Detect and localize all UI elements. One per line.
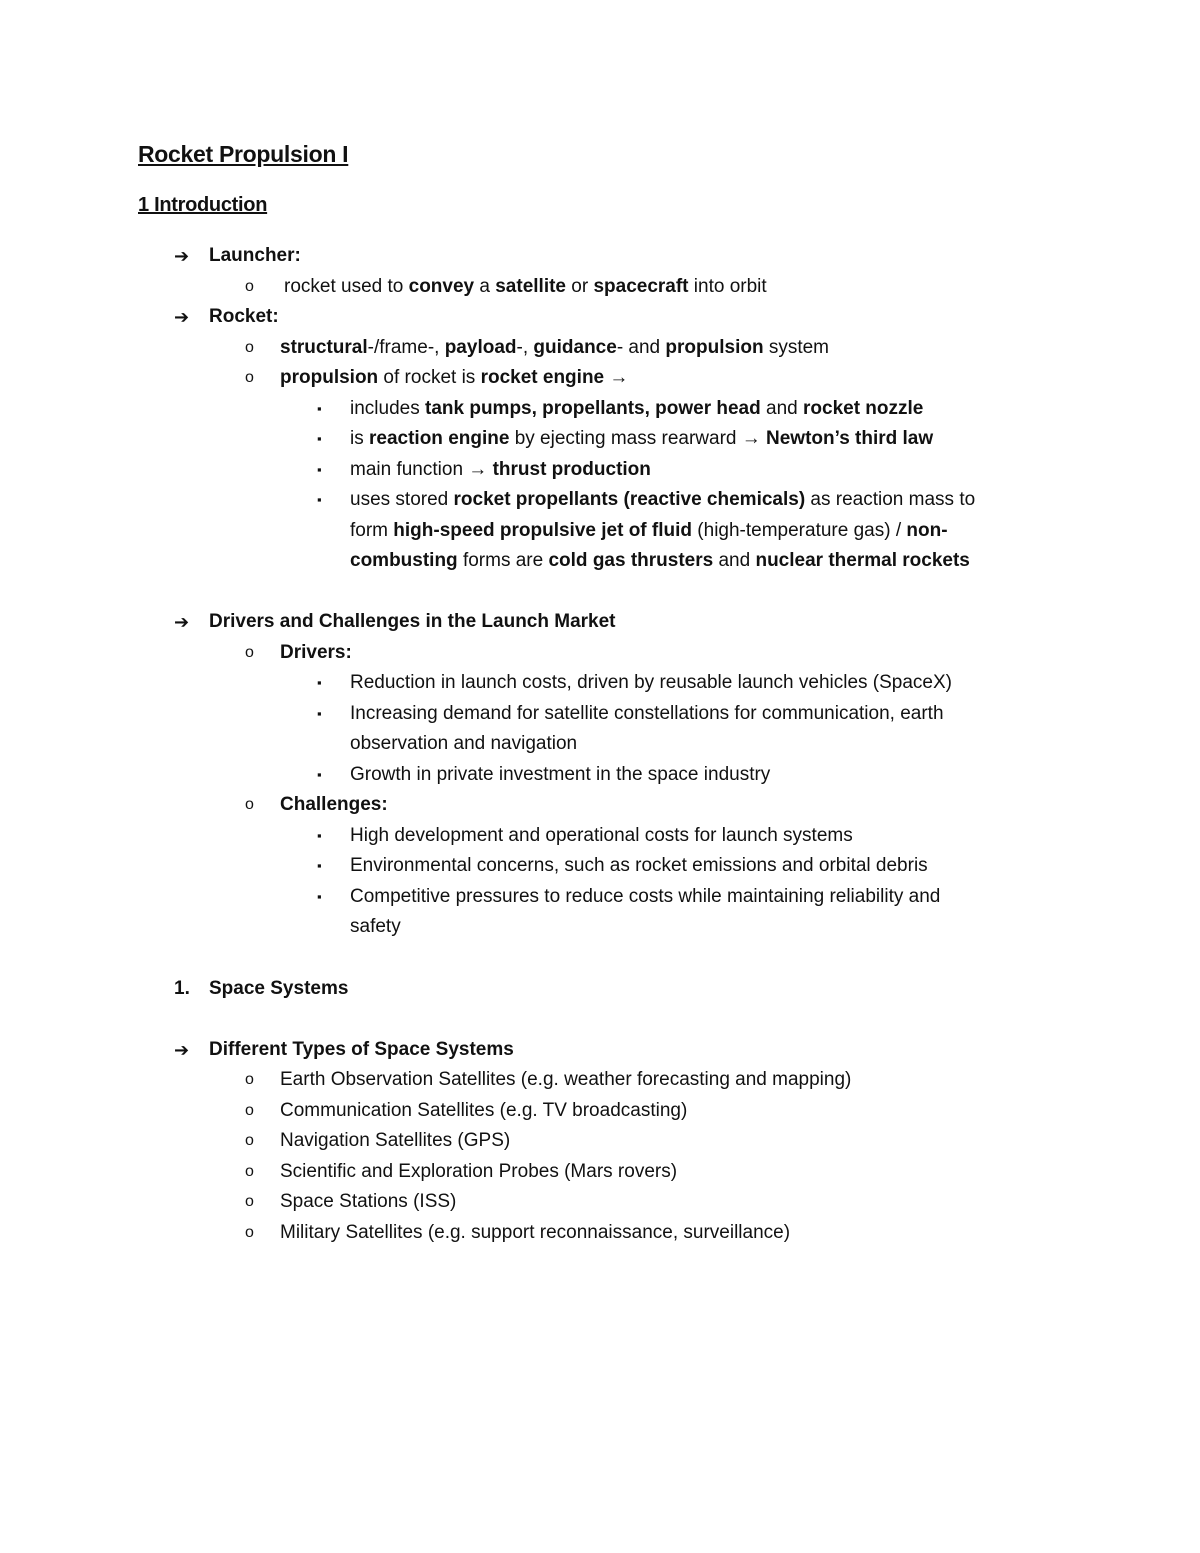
drivers-label: Drivers:: [280, 642, 352, 663]
square-bullet-icon: ▪: [317, 828, 322, 843]
driver-item: Increasing demand for satellite constellations for communication, earth: [350, 703, 944, 724]
circle-bullet-icon: o: [245, 1071, 254, 1088]
launcher-item: rocket used to convey a satellite or spacecraft into orbit: [284, 276, 767, 297]
space-system-type-item: Navigation Satellites (GPS): [280, 1130, 511, 1151]
challenge-item: Environmental concerns, such as rocket emissions and orbital debris: [350, 855, 928, 876]
circle-bullet-icon: o: [245, 644, 254, 661]
arrow-bullet-icon: ➔: [174, 246, 190, 266]
rocket-systems-item: structural-/frame-, payload-, guidance- and propulsion system: [280, 337, 830, 358]
square-bullet-icon: ▪: [317, 401, 322, 416]
circle-bullet-icon: o: [245, 1163, 254, 1180]
challenges-label: Challenges:: [280, 794, 388, 815]
arrow-bullet-icon: ➔: [174, 1040, 190, 1060]
challenge-item: High development and operational costs for launch systems: [350, 825, 853, 846]
arrow-bullet-icon: ➔: [174, 612, 190, 632]
challenge-item: Competitive pressures to reduce costs while maintaining reliability and: [350, 886, 941, 907]
space-systems-types-heading: Different Types of Space Systems: [209, 1039, 514, 1060]
circle-bullet-icon: o: [245, 1193, 254, 1210]
space-system-type-item: Space Stations (ISS): [280, 1191, 457, 1212]
reaction-engine-item: is reaction engine by ejecting mass rearward → Newton’s third law: [350, 428, 934, 449]
driver-item-continued: observation and navigation: [350, 733, 578, 754]
circle-bullet-icon: o: [245, 1102, 254, 1119]
challenge-item-continued: safety: [350, 916, 401, 937]
driver-item: Reduction in launch costs, driven by reusable launch vehicles (SpaceX): [350, 672, 952, 693]
circle-bullet-icon: o: [245, 278, 254, 295]
engine-components-item: includes tank pumps, propellants, power head and rocket nozzle: [350, 398, 924, 419]
rocket-heading: Rocket:: [209, 306, 279, 327]
circle-bullet-icon: o: [245, 1224, 254, 1241]
space-system-type-item: Military Satellites (e.g. support reconnaissance, surveillance): [280, 1222, 791, 1243]
space-system-type-item: Earth Observation Satellites (e.g. weather forecasting and mapping): [280, 1069, 852, 1090]
market-heading: Drivers and Challenges in the Launch Market: [209, 611, 616, 632]
rocket-propulsion-item: propulsion of rocket is rocket engine →: [280, 367, 629, 388]
propellants-item-line-3: combusting forms are cold gas thrusters and nuclear thermal rockets: [350, 550, 970, 571]
square-bullet-icon: ▪: [317, 706, 322, 721]
square-bullet-icon: ▪: [317, 431, 322, 446]
driver-item: Growth in private investment in the space industry: [350, 764, 771, 785]
section-heading-introduction: 1 Introduction: [138, 194, 268, 216]
square-bullet-icon: ▪: [317, 767, 322, 782]
space-systems-heading: Space Systems: [209, 978, 349, 999]
propellants-item-line-2: form high-speed propulsive jet of fluid (high-temperature gas) / non-: [350, 520, 948, 541]
arrow-bullet-icon: ➔: [174, 307, 190, 327]
launcher-heading: Launcher:: [209, 245, 301, 266]
propellants-item-line-1: uses stored rocket propellants (reactive chemicals) as reaction mass to: [350, 489, 976, 510]
document-title: Rocket Propulsion I: [138, 141, 349, 167]
space-system-type-item: Communication Satellites (e.g. TV broadcasting): [280, 1100, 688, 1121]
circle-bullet-icon: o: [245, 796, 254, 813]
main-function-item: main function → thrust production: [350, 459, 651, 480]
numbered-list-marker: 1.: [174, 978, 190, 999]
circle-bullet-icon: o: [245, 369, 254, 386]
space-system-type-item: Scientific and Exploration Probes (Mars rovers): [280, 1161, 678, 1182]
square-bullet-icon: ▪: [317, 492, 322, 507]
square-bullet-icon: ▪: [317, 889, 322, 904]
square-bullet-icon: ▪: [317, 858, 322, 873]
square-bullet-icon: ▪: [317, 462, 322, 477]
circle-bullet-icon: o: [245, 339, 254, 356]
square-bullet-icon: ▪: [317, 675, 322, 690]
circle-bullet-icon: o: [245, 1132, 254, 1149]
